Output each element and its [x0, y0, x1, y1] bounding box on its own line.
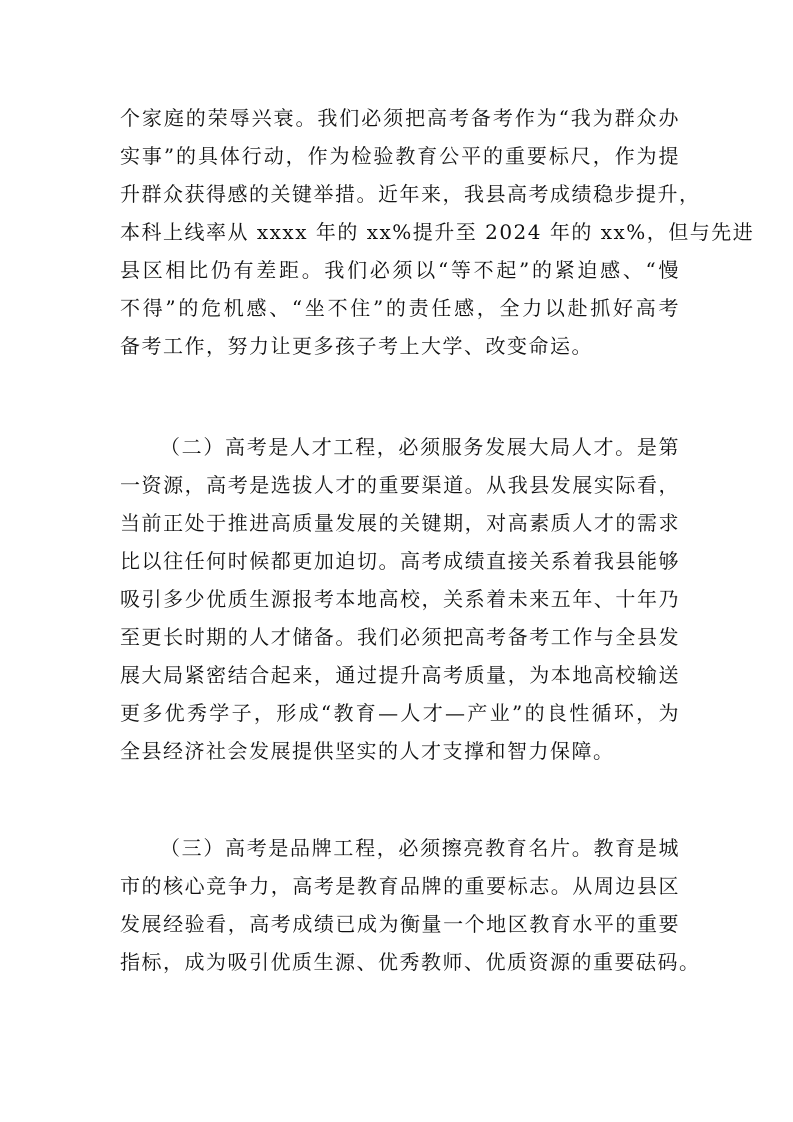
text-line: 展大局紧密结合起来，通过提升高考质量，为本地高校输送: [120, 663, 680, 687]
text-line: （三）高考是品牌工程，必须擦亮教育名片。教育是城: [160, 836, 680, 860]
text-line: 本科上线率从 xxxx 年的 xx%提升至 2024 年的 xx%，但与先进: [120, 220, 755, 244]
text-line: 更多优秀学子，形成“教育—人才—产业”的良性循环，为: [120, 701, 680, 725]
text-line: 吸引多少优质生源报考本地高校，关系着未来五年、十年乃: [120, 587, 680, 611]
text-line: 指标，成为吸引优质生源、优秀教师、优质资源的重要砝码。: [120, 950, 701, 974]
paragraph-2: [120, 428, 680, 770]
text-line: 市的核心竞争力，高考是教育品牌的重要标志。从周边县区: [120, 874, 680, 898]
text-line: 一资源，高考是选拔人才的重要渠道。从我县发展实际看，: [120, 473, 680, 497]
text-line: （二）高考是人才工程，必须服务发展大局人才。是第: [160, 435, 680, 459]
text-line: 升群众获得感的关键举措。近年来，我县高考成绩稳步提升，: [120, 182, 701, 206]
text-line: 至更长时期的人才储备。我们必须把高考备考工作与全县发: [120, 625, 680, 649]
text-line: 比以往任何时候都更加迫切。高考成绩直接关系着我县能够: [120, 549, 680, 573]
text-line: 实事”的具体行动，作为检验教育公平的重要标尺，作为提: [120, 144, 680, 168]
text-line: 不得”的危机感、“坐不住”的责任感，全力以赴抓好高考: [120, 296, 680, 320]
text-line: 个家庭的荣辱兴衰。我们必须把高考备考作为“我为群众办: [120, 106, 680, 130]
paragraph-1: [120, 99, 755, 365]
text-line: 备考工作，努力让更多孩子考上大学、改变命运。: [120, 334, 593, 358]
text-line: 当前正处于推进高质量发展的关键期，对高素质人才的需求: [120, 511, 680, 535]
text-line: 县区相比仍有差距。我们必须以“等不起”的紧迫感、“慢: [120, 258, 680, 282]
text-line: 发展经验看，高考成绩已成为衡量一个地区教育水平的重要: [120, 912, 680, 936]
text-line: 全县经济社会发展提供坚实的人才支撑和智力保障。: [120, 739, 615, 763]
paragraph-3: [120, 829, 701, 981]
